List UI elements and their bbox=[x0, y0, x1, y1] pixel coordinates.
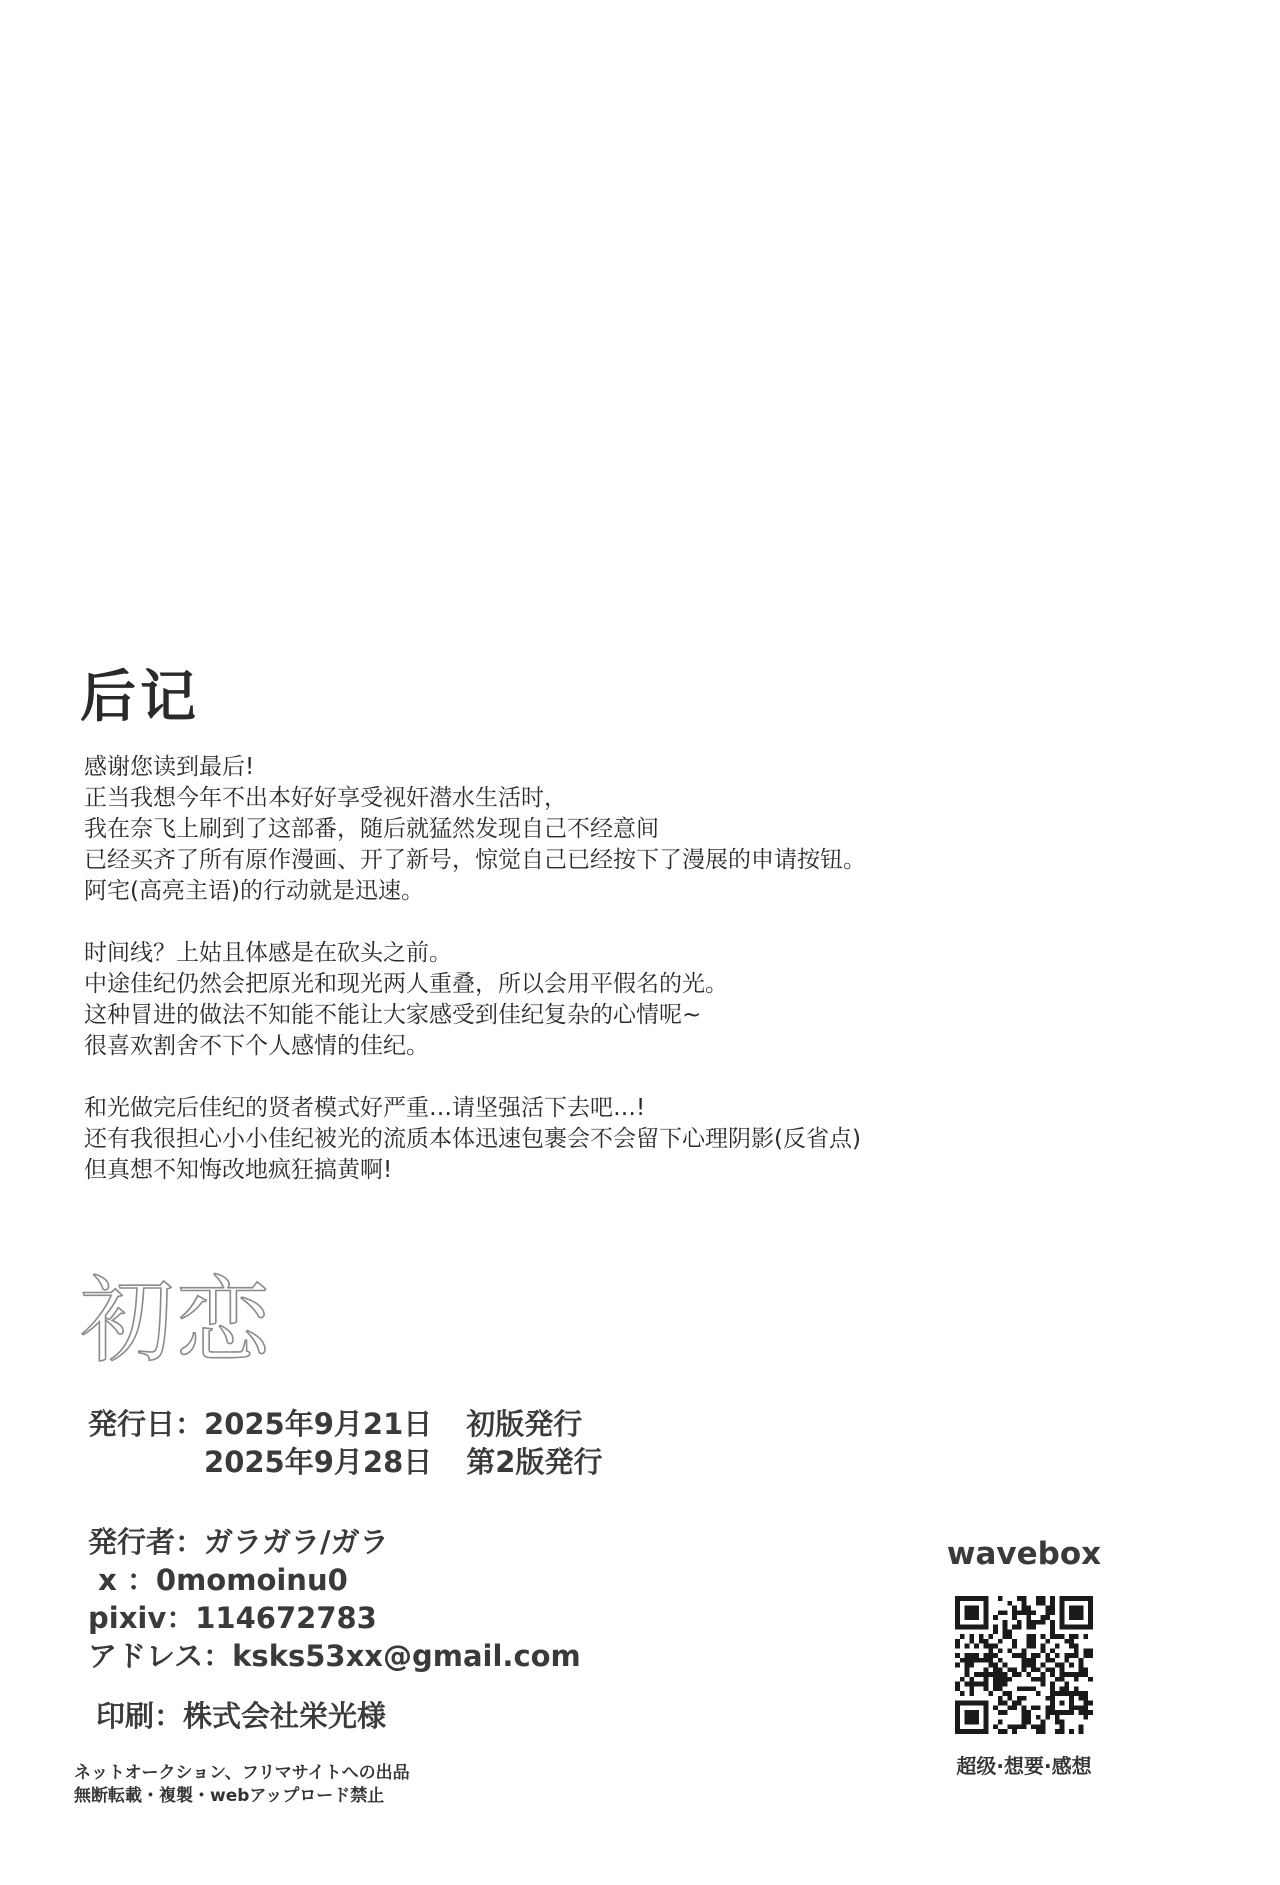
issue-date-label: 発行日： bbox=[88, 1407, 205, 1441]
afterword-heading: 后记 bbox=[80, 665, 200, 730]
wavebox-panel bbox=[934, 1536, 1114, 1779]
publisher-name: ガラガラ/ガラ bbox=[204, 1525, 389, 1559]
qr-code-icon[interactable] bbox=[955, 1596, 1093, 1734]
x-label: x ： bbox=[88, 1563, 156, 1597]
address-label: アドレス： bbox=[88, 1639, 233, 1673]
address-email: ksks53xx@gmail.com bbox=[232, 1639, 581, 1673]
afterword-line: 阿宅(高亮主语)的行动就是迅速。 bbox=[84, 878, 424, 904]
afterword-paragraph-1 bbox=[84, 752, 1180, 907]
issue-dates bbox=[88, 1405, 602, 1481]
printer-row bbox=[96, 1697, 602, 1735]
address-row bbox=[88, 1637, 602, 1675]
issue-edition: 第2版発行 bbox=[466, 1445, 603, 1479]
notice-line: ネットオークション、フリマサイトへの出品 bbox=[74, 1763, 410, 1783]
afterword-line: 我在奈飞上刷到了这部番，随后就猛然发现自己不经意间 bbox=[84, 816, 659, 842]
issue-edition: 初版発行 bbox=[466, 1407, 583, 1441]
publisher-info bbox=[88, 1523, 602, 1675]
afterword-line: 还有我很担心小小佳纪被光的流质本体迅速包裹会不会留下心理阴影(反省点) bbox=[84, 1126, 861, 1152]
afterword-line: 已经买齐了所有原作漫画、开了新号，惊觉自己已经按下了漫展的申请按钮。 bbox=[84, 847, 866, 873]
notice-line: 無断転載・複製・webアップロード禁止 bbox=[74, 1786, 385, 1806]
afterword-line: 但真想不知悔改地疯狂搞黄啊! bbox=[84, 1157, 393, 1183]
afterword-line: 中途佳纪仍然会把原光和现光两人重叠，所以会用平假名的光。 bbox=[84, 971, 728, 997]
wavebox-caption: 超级·想要·感想 bbox=[956, 1754, 1092, 1778]
distribution-notice bbox=[74, 1762, 410, 1808]
afterword-section bbox=[80, 665, 1180, 1217]
issue-date: 2025年9月28日 bbox=[204, 1445, 433, 1479]
afterword-paragraph-2 bbox=[84, 938, 1180, 1062]
issue-date: 2025年9月21日 bbox=[204, 1407, 433, 1441]
wavebox-label: wavebox bbox=[946, 1536, 1102, 1572]
afterword-line: 这种冒进的做法不知能不能让大家感受到佳纪复杂的心情呢~ bbox=[84, 1002, 702, 1028]
x-row bbox=[88, 1561, 602, 1599]
colophon bbox=[88, 1405, 602, 1735]
issue-date-label-spacer bbox=[88, 1443, 204, 1481]
publisher-label: 発行者： bbox=[88, 1525, 205, 1559]
afterword-line: 正当我想今年不出本好好享受视奸潜水生活时， bbox=[84, 785, 567, 811]
pixiv-label: pixiv： bbox=[88, 1601, 196, 1635]
printer-label: 印刷： bbox=[96, 1699, 184, 1733]
afterword-line: 很喜欢割舍不下个人感情的佳纪。 bbox=[84, 1033, 429, 1059]
afterword-paragraph-3 bbox=[84, 1093, 1180, 1186]
title-logo: 初恋 bbox=[80, 1267, 273, 1376]
x-handle: 0momoinu0 bbox=[155, 1563, 348, 1597]
afterword-line: 和光做完后佳纪的贤者模式好严重…请坚强活下去吧…! bbox=[84, 1095, 646, 1121]
printer-name: 株式会社栄光様 bbox=[183, 1699, 387, 1733]
pixiv-id: 114672783 bbox=[195, 1601, 377, 1635]
afterword-line: 时间线？上姑且体感是在砍头之前。 bbox=[84, 940, 452, 966]
publisher-row bbox=[88, 1523, 602, 1561]
pixiv-row bbox=[88, 1599, 602, 1637]
afterword-line: 感谢您读到最后! bbox=[84, 754, 255, 780]
